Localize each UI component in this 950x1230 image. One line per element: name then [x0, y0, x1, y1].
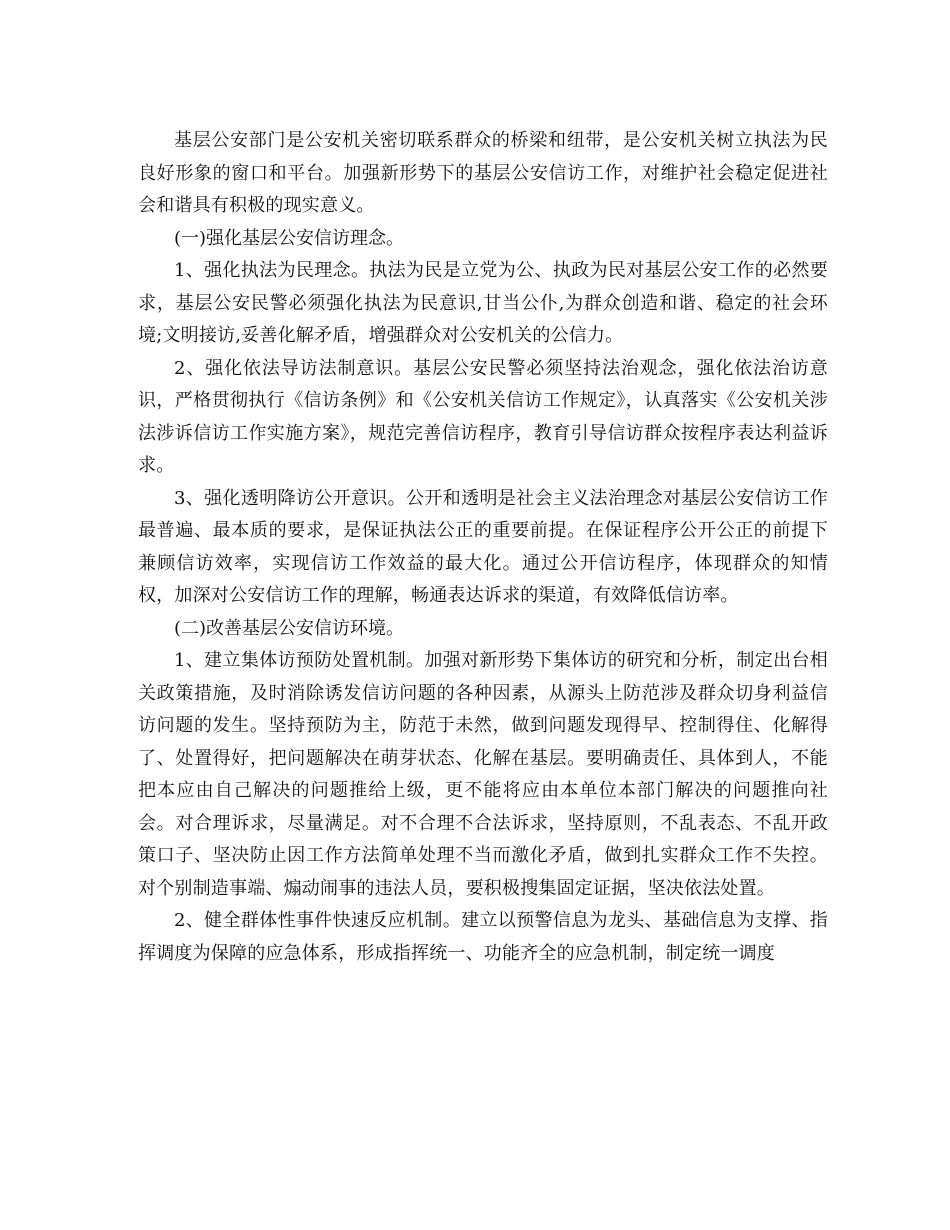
section-heading-2: (二)改善基层公安信访环境。 — [174, 617, 405, 639]
paragraph-1-2: 2、强化依法导访法制意识。基层公安民警必须坚持法治观念，强化依法治访意识，严格贯彻执行《信访条例》和《公安机关信访工作规定》，认真落实《公安机关涉法涉诉信访工作实施方案》，规范完善信访程序，教育引导信访群众按程序表达利益诉求。 — [138, 357, 828, 476]
paragraph-intro: 基层公安部门是公安机关密切联系群众的桥梁和纽带，是公安机关树立执法为民良好形象的窗口和平台。加强新形势下的基层公安信访工作，对维护社会稳定促进社会和谐具有积极的现实意义。 — [138, 130, 828, 216]
paragraph-2-2: 2、健全群体性事件快速反应机制。建立以预警信息为龙头、基础信息为支撑、指挥调度为保障的应急体系，形成指挥统一、功能齐全的应急机制，制定统一调度 — [138, 910, 828, 964]
document-body — [138, 125, 828, 970]
paragraph-1-1: 1、强化执法为民理念。执法为民是立党为公、执政为民对基层公安工作的必然要求，基层公安民警必须强化执法为民意识,甘当公仆,为群众创造和谐、稳定的社会环境;文明接访,妥善化解矛盾，增强群众对公安机关的公信力。 — [138, 260, 828, 346]
paragraph-1-3: 3、强化透明降访公开意识。公开和透明是社会主义法治理念对基层公安信访工作最普遍、最本质的要求，是保证执法公正的重要前提。在保证程序公开公正的前提下兼顾信访效率，实现信访工作效益的最大化。通过公开信访程序，体现群众的知情权，加深对公安信访工作的理解，畅通表达诉求的渠道，有效降低信访率。 — [138, 487, 828, 606]
section-heading-1: (一)强化基层公安信访理念。 — [174, 227, 405, 249]
paragraph-2-1: 1、建立集体访预防处置机制。加强对新形势下集体访的研究和分析，制定出台相关政策措施，及时消除诱发信访问题的各种因素，从源头上防范涉及群众切身利益信访问题的发生。坚持预防为主，防范于未然，做到问题发现得早、控制得住、化解得了、处置得好，把问题解决在萌芽状态、化解在基层。要明确责任、具体到人，不能把本应由自己解决的问题推给上级，更不能将应由本单位本部门解决的问题推向社会。对合理诉求，尽量满足。对不合理不合法诉求，坚持原则，不乱表态、不乱开政策口子、坚决防止因工作方法简单处理不当而激化矛盾，做到扎实群众工作不失控。对个别制造事端、煽动闹事的违法人员，要积极搜集固定证据，坚决依法处置。 — [138, 650, 828, 899]
